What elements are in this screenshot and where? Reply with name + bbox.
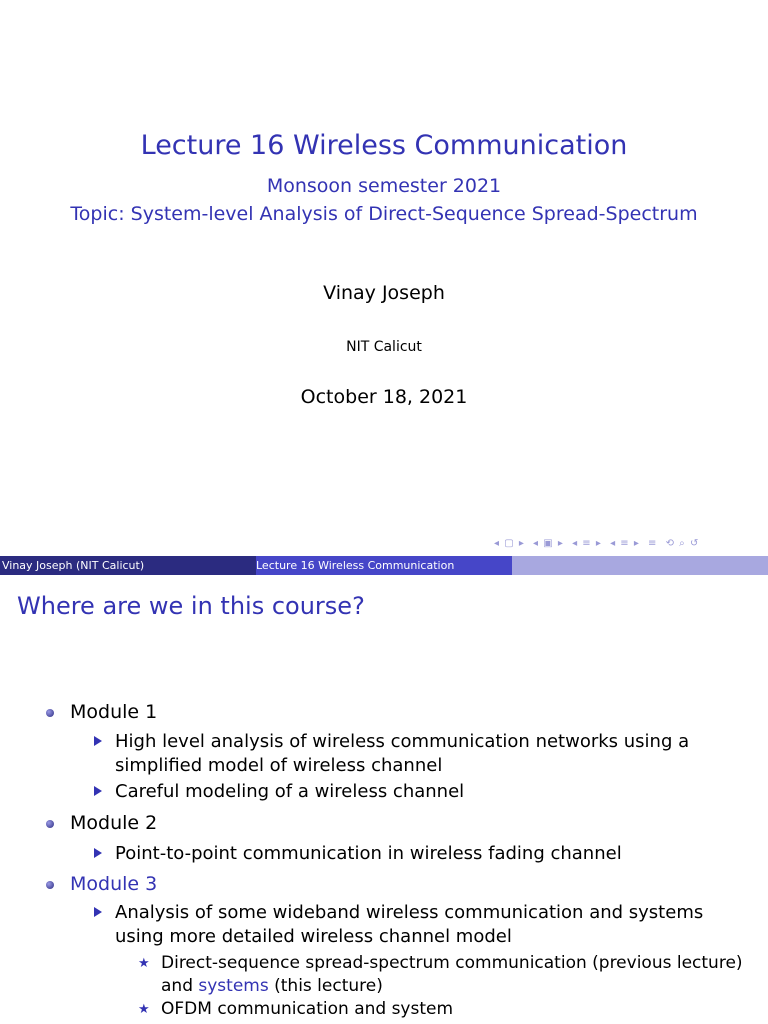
nav-search-icon[interactable]: ⟲ ⌕ ↺ (665, 538, 700, 549)
star-bullet-icon: ★ (138, 1002, 150, 1017)
triangle-bullet-icon (94, 736, 102, 746)
beamer-navigation (494, 538, 764, 552)
bullet-icon (46, 881, 54, 889)
author-name: Vinay Joseph (323, 282, 445, 304)
footer-title: Lecture 16 Wireless Communication (256, 556, 512, 575)
triangle-bullet-icon (94, 907, 102, 917)
highlighted-word: systems (198, 976, 269, 996)
nav-section-icon[interactable]: ◂ ≡ ▸ (610, 538, 640, 549)
triangle-bullet-icon (94, 848, 102, 858)
nav-toc-icon[interactable]: ≡ (648, 538, 658, 549)
topic-subtitle: Topic: System-level Analysis of Direct-Sequence Spread-Spectrum (70, 203, 698, 225)
subsublist-item: ★ Direct-sequence spread-spectrum communication (previous lecture) and systems (this lecture) (138, 953, 743, 996)
sublist-item: Careful modeling of a wireless channel (94, 780, 754, 804)
bullet-icon (46, 709, 54, 717)
footer-author: Vinay Joseph (NIT Calicut) (0, 556, 256, 575)
sublist-item: Analysis of some wideband wireless communication and systems using more detailed wireless channel model (94, 901, 754, 949)
bullet-icon (46, 820, 54, 828)
subsublist-item: ★ OFDM communication and system (138, 999, 454, 1019)
nav-frame-icon[interactable]: ◂ ▣ ▸ (533, 538, 564, 549)
triangle-bullet-icon (94, 786, 102, 796)
semester-subtitle: Monsoon semester 2021 (266, 175, 502, 197)
star-bullet-icon: ★ (138, 956, 150, 971)
institute-name: NIT Calicut (346, 339, 422, 355)
lecture-title: Lecture 16 Wireless Communication (140, 130, 628, 161)
nav-prev-slide-icon[interactable]: ◂ ▢ ▸ (494, 538, 525, 549)
beamer-footer (0, 556, 768, 575)
footer-pagebar (512, 556, 768, 575)
lecture-date: October 18, 2021 (300, 386, 468, 408)
sublist-item: High level analysis of wireless communication networks using a simplified model of wireless channel (94, 730, 754, 778)
frame-title: Where are we in this course? (17, 592, 365, 620)
nav-subsection-icon[interactable]: ◂ ≡ ▸ (572, 538, 602, 549)
sublist-item: Point-to-point communication in wireless fading channel (94, 842, 754, 866)
